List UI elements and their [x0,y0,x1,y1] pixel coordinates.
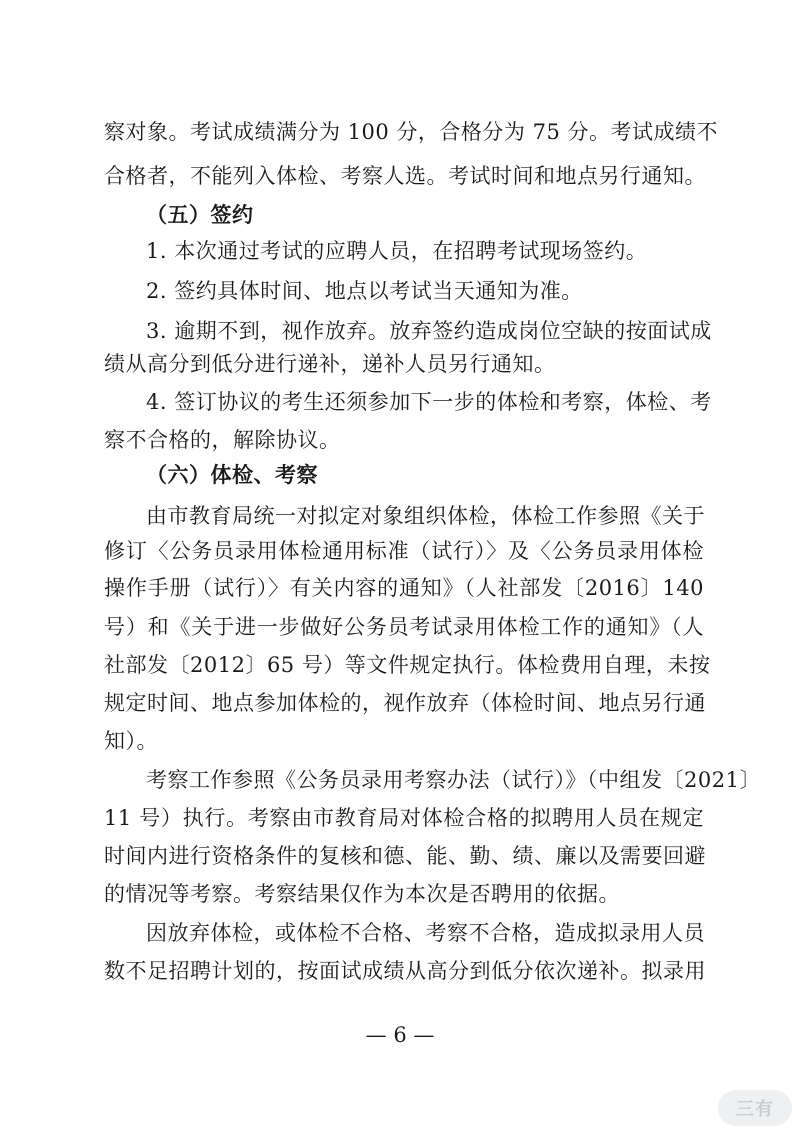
body-line: 察不合格的，解除协议。 [104,428,341,452]
body-line: 知）。 [104,729,158,753]
body-line: 操作手册（试行）〉有关内容的通知》（人社部发〔2016〕140 [104,576,704,600]
watermark-logo: 三有 [718,1090,792,1126]
section-heading-5: （五）签约 [146,203,254,227]
body-line: 规定时间、地点参加体检的，视作放弃（体检时间、地点另行通 [104,691,706,715]
body-line: 社部发〔2012〕65 号）等文件规定执行。体检费用自理，未按 [104,653,711,677]
body-line: 3. 逾期不到，视作放弃。放弃签约造成岗位空缺的按面试成 [146,319,712,343]
body-line: 合格者，不能列入体检、考察人选。考试时间和地点另行通知。 [104,164,706,188]
body-line: 2. 签约具体时间、地点以考试当天通知为准。 [146,279,583,303]
body-line: 由市教育局统一对拟定对象组织体检，体检工作参照《关于 [146,504,705,528]
body-line: 因放弃体检，或体检不合格、考察不合格，造成拟录用人员 [146,921,705,945]
body-line: 11 号）执行。考察由市教育局对体检合格的拟聘用人员在规定 [104,806,704,830]
body-line: 数不足招聘计划的，按面试成绩从高分到低分依次递补。拟录用 [104,959,706,983]
body-line: 号）和《关于进一步做好公务员考试录用体检工作的通知》（人 [104,615,704,639]
body-line: 时间内进行资格条件的复核和德、能、勤、绩、廉以及需要回避 [104,844,706,868]
body-line: 考察工作参照《公务员录用考察办法（试行）》（中组发〔2021〕 [146,768,761,792]
body-line: 1. 本次通过考试的应聘人员，在招聘考试现场签约。 [146,239,648,263]
section-heading-6: （六）体检、考察 [146,463,318,487]
body-line: 4. 签订协议的考生还须参加下一步的体检和考察，体检、考 [146,390,712,414]
body-line: 察对象。考试成绩满分为 100 分，合格分为 75 分。考试成绩不 [104,120,719,144]
body-line: 修订〈公务员录用体检通用标准（试行）〉及〈公务员录用体检 [104,539,704,563]
page-number: — 6 — [365,1023,435,1047]
body-line: 绩从高分到低分进行递补，递补人员另行通知。 [104,352,556,376]
body-line: 的情况等考察。考察结果仅作为本次是否聘用的依据。 [104,882,620,906]
